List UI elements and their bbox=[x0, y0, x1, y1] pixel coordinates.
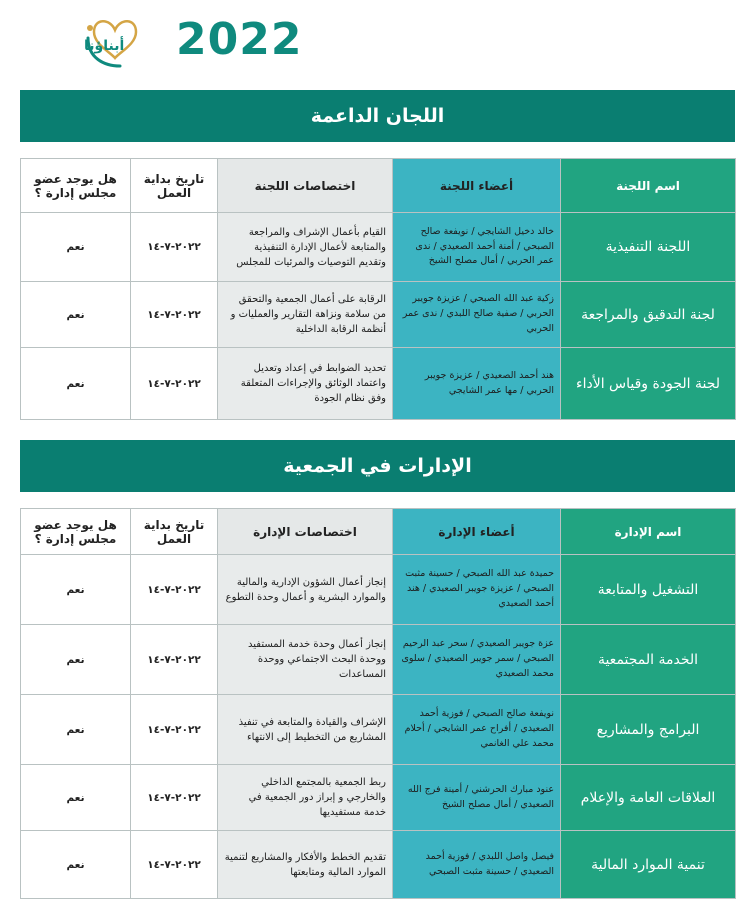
department-specialties: إنجاز أعمال الشؤون الإدارية والمالية والموارد البشرية و أعمال وحدة التطوع bbox=[218, 555, 393, 625]
board-member: نعم bbox=[21, 695, 131, 765]
header-committee-members: أعضاء اللجنة bbox=[393, 159, 561, 213]
committee-members: زكية عبد الله الصبحي / عزيزة جويبر الحربي / صفية صالح اللبدي / ندى عمر الحربي bbox=[393, 282, 561, 348]
table-row bbox=[21, 348, 736, 420]
committee-name: اللجنة التنفيذية bbox=[561, 213, 736, 282]
header-board-member: هل يوجد عضو مجلس إدارة ؟ bbox=[21, 509, 131, 555]
department-specialties: الإشراف والقيادة والمتابعة في تنفيذ المشاريع من التخطيط إلى الانتهاء bbox=[218, 695, 393, 765]
board-member: نعم bbox=[21, 555, 131, 625]
table-row bbox=[21, 213, 736, 282]
department-members: نويفعة صالح الصبحي / فوزية أحمد الصعيدي / أفراح عمر الشايجي / أحلام محمد علي الغانمي bbox=[393, 695, 561, 765]
header-committee-specialties: اختصاصات اللجنة bbox=[218, 159, 393, 213]
department-specialties: إنجاز أعمال وحدة خدمة المستفيد ووحدة البحث الاجتماعي ووحدة المساعدات bbox=[218, 625, 393, 695]
committees-banner: اللجان الداعمة bbox=[20, 90, 735, 142]
department-members: حميدة عبد الله الصبحي / حسينة مثبت الصبحي / عزيزة جويبر الصعيدي / هند أحمد الصعيدي bbox=[393, 555, 561, 625]
department-specialties: ربط الجمعية بالمجتمع الداخلي والخارجي و إبراز دور الجمعية في خدمة مستفيديها bbox=[218, 765, 393, 831]
department-name: البرامج والمشاريع bbox=[561, 695, 736, 765]
header-start-date: تاريخ بداية العمل bbox=[131, 509, 218, 555]
committee-specialties: تحديد الضوابط في إعداد وتعديل واعتماد الوثائق والإجراءات المتعلقة وفق نظام الجودة bbox=[218, 348, 393, 420]
start-date: ٢٠٢٢-٧-١٤ bbox=[131, 348, 218, 420]
header-department-name: اسم الإدارة bbox=[561, 509, 736, 555]
department-members: فيصل واصل اللبدي / فوزية أحمد الصعيدي / حسينة مثبت الصبحي bbox=[393, 831, 561, 899]
committees-table bbox=[20, 158, 736, 420]
header-department-specialties: اختصاصات الإدارة bbox=[218, 509, 393, 555]
header-committee-name: اسم اللجنة bbox=[561, 159, 736, 213]
departments-table bbox=[20, 508, 736, 899]
table-row bbox=[21, 625, 736, 695]
board-member: نعم bbox=[21, 348, 131, 420]
committee-specialties: القيام بأعمال الإشراف والمراجعة والمتابعة لأعمال الإدارة التنفيذية وتقديم التوصيات والمرئيات للمجلس bbox=[218, 213, 393, 282]
board-member: نعم bbox=[21, 282, 131, 348]
board-member: نعم bbox=[21, 625, 131, 695]
header-board-member: هل يوجد عضو مجلس إدارة ؟ bbox=[21, 159, 131, 213]
board-member: نعم bbox=[21, 765, 131, 831]
department-name: العلاقات العامة والإعلام bbox=[561, 765, 736, 831]
department-members: عنود مبارك الحرشني / أمينة فرج الله الصعيدي / أمال مصلح الشيخ bbox=[393, 765, 561, 831]
table-row bbox=[21, 695, 736, 765]
department-specialties: تقديم الخطط والأفكار والمشاريع لتنمية الموارد المالية ومتابعتها bbox=[218, 831, 393, 899]
table-row bbox=[21, 555, 736, 625]
department-name: تنمية الموارد المالية bbox=[561, 831, 736, 899]
start-date: ٢٠٢٢-٧-١٤ bbox=[131, 213, 218, 282]
departments-banner: الإدارات في الجمعية bbox=[20, 440, 735, 492]
table-row bbox=[21, 831, 736, 899]
department-members: عزة جويبر الصعيدي / سحر عبد الرحيم الصبحي / سمر جويبر الصعيدي / سلوى محمد الصعيدي bbox=[393, 625, 561, 695]
header-start-date: تاريخ بداية العمل bbox=[131, 159, 218, 213]
header bbox=[0, 0, 738, 80]
board-member: نعم bbox=[21, 213, 131, 282]
table-row bbox=[21, 765, 736, 831]
start-date: ٢٠٢٢-٧-١٤ bbox=[131, 625, 218, 695]
departments-header-row bbox=[21, 509, 736, 555]
committee-name: لجنة الجودة وقياس الأداء bbox=[561, 348, 736, 420]
department-name: الخدمة المجتمعية bbox=[561, 625, 736, 695]
committee-name: لجنة التدقيق والمراجعة bbox=[561, 282, 736, 348]
start-date: ٢٠٢٢-٧-١٤ bbox=[131, 695, 218, 765]
committees-header-row bbox=[21, 159, 736, 213]
logo-text: أبناؤنا bbox=[84, 38, 125, 54]
report-year: 2022 bbox=[176, 14, 303, 65]
start-date: ٢٠٢٢-٧-١٤ bbox=[131, 555, 218, 625]
committee-members: خالد دخيل الشايجي / نويفعة صالح الصبحي / أمنة أحمد الصعيدي / ندى عمر الحربي / أمال مصلح الشيخ bbox=[393, 213, 561, 282]
committee-specialties: الرقابة على أعمال الجمعية والتحقق من سلامة ونزاهة التقارير والعمليات و أنظمة الرقابة الداخلية bbox=[218, 282, 393, 348]
committee-members: هند أحمد الصعيدي / عزيزة جويبر الحربي / مها عمر الشايجي bbox=[393, 348, 561, 420]
start-date: ٢٠٢٢-٧-١٤ bbox=[131, 765, 218, 831]
department-name: التشغيل والمتابعة bbox=[561, 555, 736, 625]
header-department-members: أعضاء الإدارة bbox=[393, 509, 561, 555]
table-row bbox=[21, 282, 736, 348]
start-date: ٢٠٢٢-٧-١٤ bbox=[131, 282, 218, 348]
start-date: ٢٠٢٢-٧-١٤ bbox=[131, 831, 218, 899]
board-member: نعم bbox=[21, 831, 131, 899]
